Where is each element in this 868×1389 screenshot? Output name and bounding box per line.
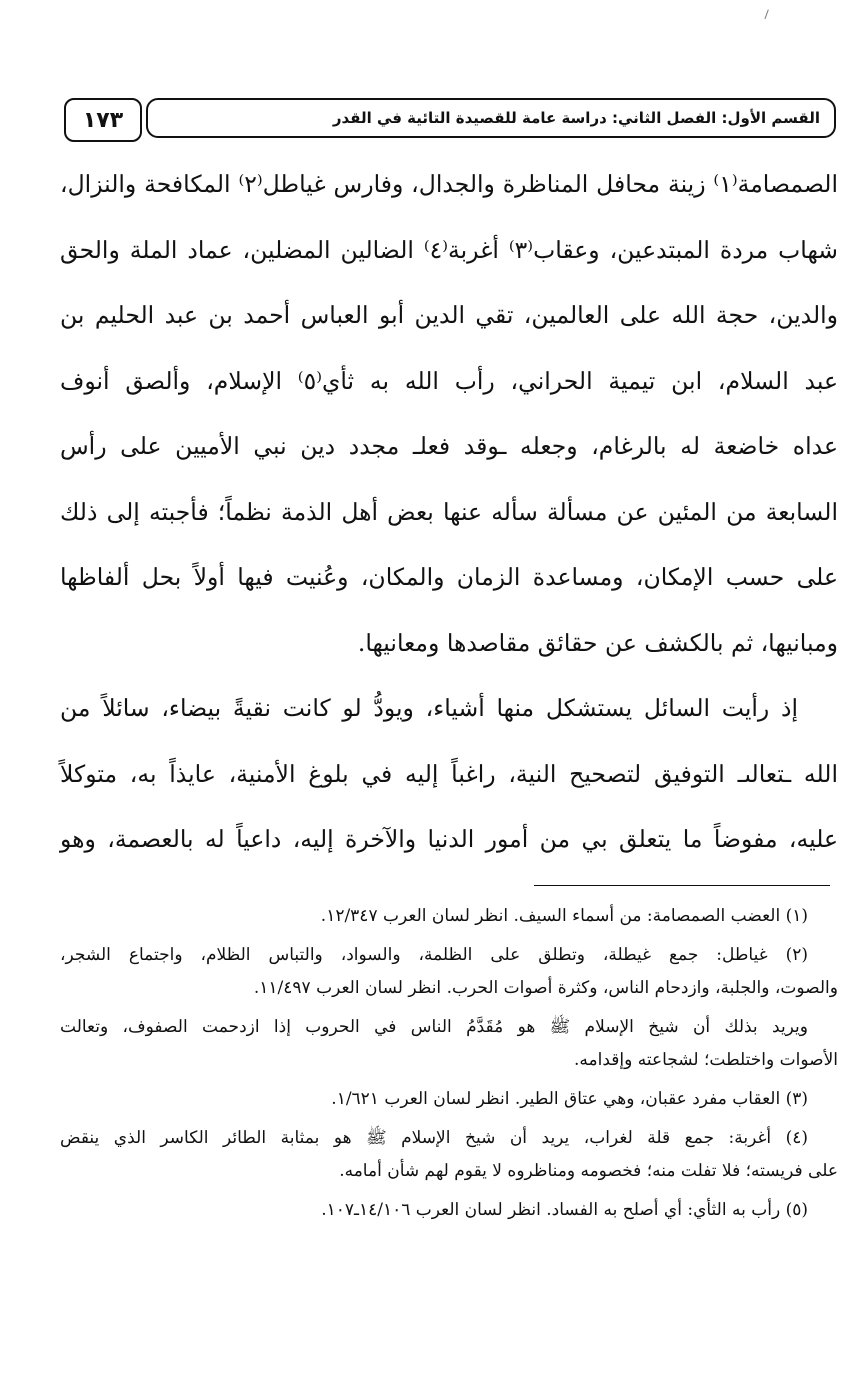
paragraph-1 [60,152,838,676]
text-line: السابعة من المئين عن مسألة سأله عنها بعض أهل الذمة نظماً؛ فأجبته إلى ذلك [60,497,838,526]
text-line: على حسب الإمكان، ومساعدة الزمان والمكان، وعُنيت فيها أولاً بحل ألفاظها [60,563,838,591]
footnotes [60,900,838,1233]
footnote [60,939,838,1005]
footnote-line: (٤) أغربة: جمع قلة لغراب، يريد أن شيخ الإسلام ﷺ هو بمثابة الطائر الكاسر الذي ينقض [60,1128,808,1148]
footnote [60,1194,838,1227]
text-line: عداه خاضعة له بالرغام، وجعله ـوقد فعلـ مجدد دين نبي الأميين على رأس [60,432,838,460]
page-number: ١٧٣ [64,98,142,142]
footnote-line: على فريسته؛ فلا تفلت منه؛ فخصومه ومناظروه لا يقوم لهم شأن أمامه. [339,1161,838,1181]
stray-mark [764,9,772,20]
running-title: القسم الأول: الفصل الثاني: دراسة عامة للقصيدة التائية في القدر [146,98,836,138]
text-line: والدين، حجة الله على العالمين، تقي الدين أبو العباس أحمد بن عبد الحليم بن [60,301,838,329]
footnote [60,1122,838,1188]
paragraph-2 [60,676,838,873]
footnote-line: (١) العضب الصمصامة: من أسماء السيف. انظر لسان العرب ١٢/٣٤٧. [320,906,808,926]
footnote-line: ويريد بذلك أن شيخ الإسلام ﷺ هو مُقَدَّمُ الناس في الحروب إذا ازدحمت الصفوف، وتعالت [60,1017,808,1037]
footnote-separator [534,885,830,886]
footnote [60,1011,838,1077]
footnote-line: (٥) رأب به الثأي: أي أصلح به الفساد. انظر لسان العرب ١٤/١٠٦ـ١٠٧. [321,1200,808,1220]
text-line: ومبانيها، ثم بالكشف عن حقائق مقاصدها ومعانيها. [357,628,838,657]
text-line: عليه، مفوضاً ما يتعلق بي من أمور الدنيا والآخرة إليه، داعياً له بالعصمة، وهو [60,825,838,853]
footnote [60,900,838,933]
footnote-line: الأصوات واختلطت؛ لشجاعته وإقدامه. [573,1050,838,1070]
footnote-line: (٢) غياطل: جمع غيطلة، وتطلق على الظلمة، والسواد، والتباس الظلام، واجتماع الشجر، [60,945,808,965]
text-line: الله ـتعالىـ التوفيق لتصحيح النية، راغباً إليه في بلوغ الأمنية، عايذاً به، متوكلاً [60,759,838,788]
footnote-line: (٣) العقاب مفرد عقبان، وهي عتاق الطير. انظر لسان العرب ١/٦٢١. [331,1089,808,1109]
text-line: الصمصامة⁽١⁾ زينة محافل المناظرة والجدال، وفارس غياطل⁽٢⁾ المكافحة والنزال، [60,170,838,198]
footnote-line: والصوت، والجلبة، وازدحام الناس، وكثرة أصوات الحرب. انظر لسان العرب ١١/٤٩٧. [253,978,838,998]
text-line: إذ رأيت السائل يستشكل منها أشياء، ويودُّ لو كانت نقيةً بيضاء، سائلاً من [60,694,798,722]
footnote [60,1083,838,1116]
page-header [64,98,838,144]
text-line: شهاب مردة المبتدعين، وعقاب⁽٣⁾ أغربة⁽٤⁾ الضالين المضلين، عماد الملة والحق [60,235,838,264]
main-text [60,152,838,873]
text-line: عبد السلام، ابن تيمية الحراني، رأب الله به ثأي⁽٥⁾ الإسلام، وألصق أنوف [60,366,839,395]
